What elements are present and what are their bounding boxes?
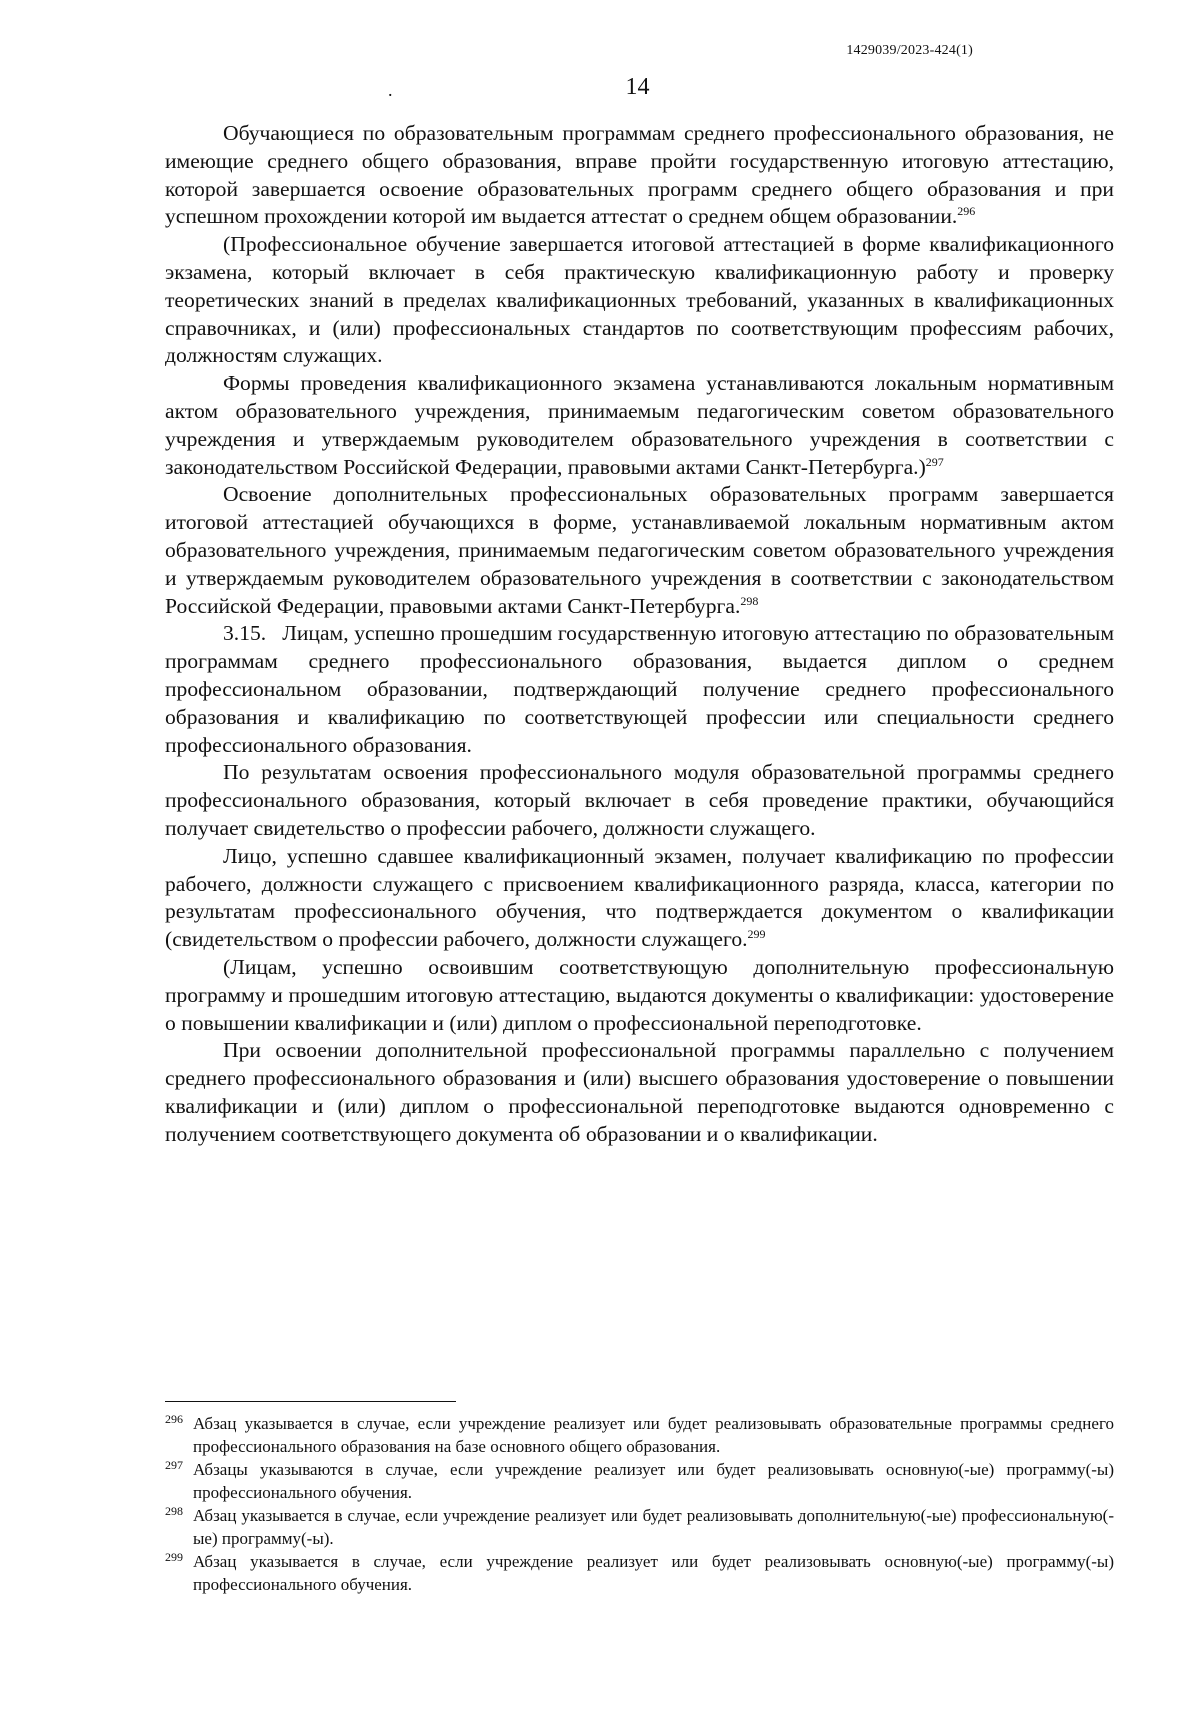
section-number: 3.15. — [223, 621, 267, 646]
paragraph-qualification-exam — [165, 843, 1114, 954]
paragraph-qualification-documents — [165, 954, 1114, 1037]
section-3-15 — [165, 620, 1114, 759]
paragraph-prof-training — [165, 231, 1114, 370]
footnote-number: 297 — [165, 1458, 183, 1472]
footnote-text: Абзац указывается в случае, если учреждение реализует или будет реализовывать основную(-ые) программу(-ы) профессионального обучения. — [193, 1552, 1114, 1594]
footnote-number: 298 — [165, 1504, 183, 1518]
paragraph-parallel-programs — [165, 1037, 1114, 1148]
paragraph-additional-programs — [165, 481, 1114, 620]
paragraph-text: Обучающиеся по образовательным программам среднего профессионального образования, не имеющие среднего общего образования, вправе пройти государственную итоговую аттестацию, которой завершается освоение образовательных программ среднего общего образования и при успешном прохождении которой им выдается аттестат о среднем общем образовании. — [165, 121, 1114, 229]
page-number: 14 — [625, 74, 650, 100]
paragraph-exam-forms — [165, 370, 1114, 481]
paragraph-text: По результатам освоения профессионального модуля образовательной программы среднего профессионального образования, который включает в себя проведение практики, обучающийся получает свидетельство о профессии рабочего, должности служащего. — [165, 760, 1114, 840]
document-number: 1429039/2023-424(1) — [846, 43, 973, 58]
paragraph-text: Освоение дополнительных профессиональных образовательных программ завершается итоговой аттестацией обучающихся в форме, устанавливаемой локальным нормативным актом образовательного учреждения, принимаемым педагогическим советом образовательного учреждения и утверждаемым руководителем образовательного учреждения в соответствии с законодательством Российской Федерации, правовыми актами Санкт-Петербурга. — [165, 482, 1114, 618]
footnote-number: 299 — [165, 1550, 183, 1564]
paragraph-text: Формы проведения квалификационного экзамена устанавливаются локальным нормативным актом образовательного учреждения, принимаемым педагогическим советом образовательного учреждения и утверждаемым руководителем образовательного учреждения в соответствии с законодательством Российской Федерации, правовыми актами Санкт-Петербурга.) — [165, 371, 1114, 479]
footnote-ref[interactable]: 299 — [747, 926, 766, 941]
footnote-296 — [165, 1412, 1114, 1458]
footnote-ref[interactable]: 296 — [957, 204, 976, 219]
footnote-text: Абзацы указываются в случае, если учреждение реализует или будет реализовывать основную(-ые) программу(-ы) профессионального обучения. — [193, 1460, 1114, 1502]
footnote-298 — [165, 1504, 1114, 1550]
footnote-text: Абзац указывается в случае, если учреждение реализует или будет реализовывать дополнительную(-ые) профессиональную(-ые) программу(-ы). — [193, 1506, 1114, 1548]
footnote-299 — [165, 1550, 1114, 1596]
paragraph-text: Лицо, успешно сдавшее квалификационный экзамен, получает квалификацию по профессии рабочего, должности служащего с присвоением квалификационного разряда, класса, категории по результатам профессионального обучения, что подтверждается документом о квалификации (свидетельством о профессии рабочего, должности служащего. — [165, 843, 1114, 952]
paragraph-296 — [165, 120, 1114, 231]
paragraph-text: Лицам, успешно прошедшим государственную итоговую аттестацию по образовательным программам среднего профессионального образования, выдается диплом о среднем профессиональном образовании, подтверждающий получение среднего профессионального образования и квалификацию по соответствующей профессии или специальности среднего профессионального образования. — [165, 621, 1114, 757]
paragraph-module-results — [165, 759, 1114, 842]
footnote-text: Абзац указывается в случае, если учреждение реализует или будет реализовывать образовательные программы среднего профессионального образования на базе основного общего образования. — [193, 1414, 1114, 1456]
footnotes — [165, 1412, 1114, 1596]
footnote-ref[interactable]: 297 — [925, 454, 944, 469]
footnote-divider — [165, 1401, 456, 1402]
footnote-number: 296 — [165, 1412, 183, 1426]
paragraph-text: (Лицам, успешно освоившим соответствующую дополнительную профессиональную программу и прошедшим итоговую аттестацию, выдаются документы о квалификации: удостоверение о повышении квалификации и (или) диплом о профессиональной переподготовке. — [165, 954, 1114, 1035]
body-text — [165, 120, 1114, 1148]
paragraph-text: (Профессиональное обучение завершается итоговой аттестацией в форме квалификационного экзамена, который включает в себя практическую квалификационную работу и проверку теоретических знаний в пределах квалификационных требований, указанных в квалификационных справочниках, и (или) профессиональных стандартов по соответствующим профессиям рабочих, должностям служащих. — [165, 232, 1114, 368]
scan-mark: . — [388, 80, 393, 100]
footnote-ref[interactable]: 298 — [740, 593, 759, 608]
footnote-297 — [165, 1458, 1114, 1504]
paragraph-text: При освоении дополнительной профессиональной программы параллельно с получением среднего профессионального образования и (или) высшего образования удостоверение о повышении квалификации и (или) диплом о профессиональной переподготовке выдаются одновременно с получением соответствующего документа об образовании и о квалификации. — [165, 1038, 1114, 1146]
